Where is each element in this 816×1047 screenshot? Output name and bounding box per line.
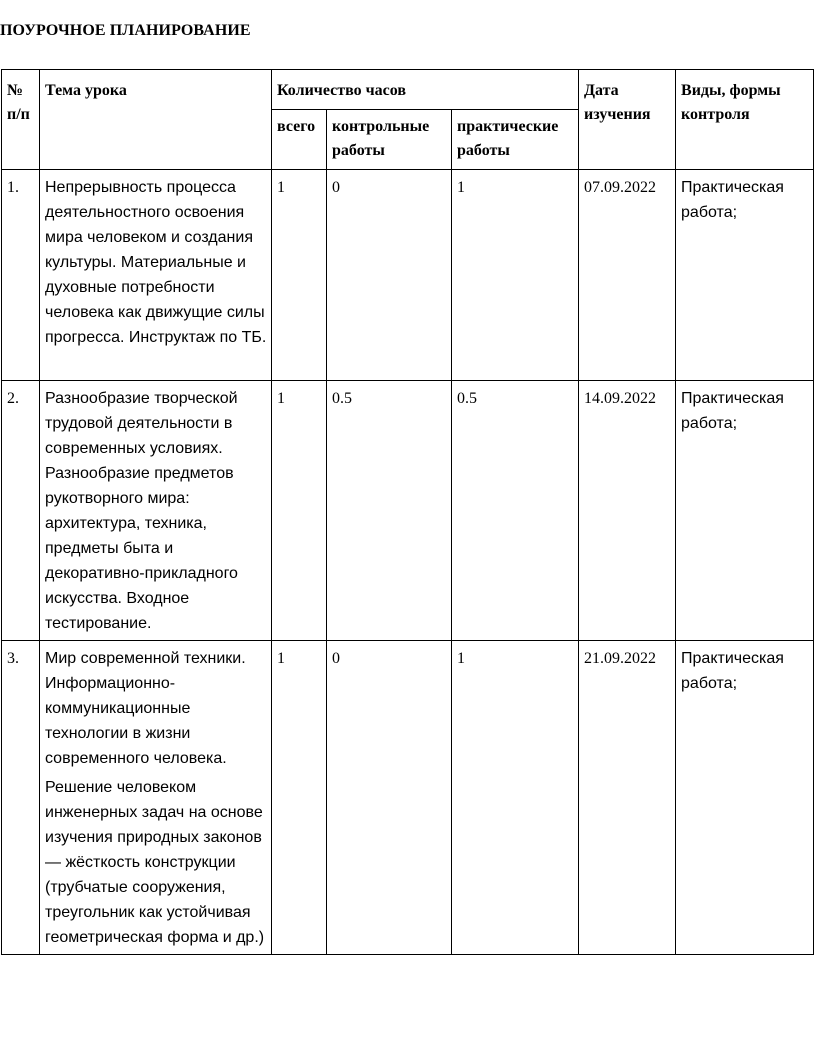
row-num: 3. [2, 641, 40, 955]
table-row [2, 381, 814, 641]
header-row [2, 70, 814, 110]
row-tests: 0 [327, 170, 452, 381]
row-total: 1 [272, 381, 327, 641]
row-date: 21.09.2022 [579, 641, 676, 955]
row-practical: 1 [452, 170, 579, 381]
header-num: № п/п [2, 70, 40, 170]
row-date: 14.09.2022 [579, 381, 676, 641]
header-date: Дата изучения [579, 70, 676, 170]
header-total: всего [272, 110, 327, 170]
row-topic-text: Разнообразие творческой трудовой деятельности в современных условиях. Разнообразие предметов рукотворного мира: архитектура, техника, предметы быта и декоративно-прикладного искусства. Входное тестирование. [45, 390, 238, 632]
row-topic-text: Непрерывность процесса деятельностного освоения мира человеком и создания культуры. Материальные и духовные потребности человека как движущие силы прогресса. Инструктаж по ТБ. [45, 179, 267, 346]
row-topic [40, 641, 272, 955]
row-topic-text: Мир современной техники. Информационно-коммуникационные технологии в жизни современного человека. [45, 650, 246, 767]
row-topic-text-2: Решение человеком инженерных задач на основе изучения природных законов — жёсткость конструкции (трубчатые сооружения, треугольник как устойчивая геометрическая форма и др.) [45, 779, 265, 946]
header-control: Виды, формы контроля [676, 70, 814, 170]
header-hours: Количество часов [272, 70, 579, 110]
row-total: 1 [272, 170, 327, 381]
row-num: 2. [2, 381, 40, 641]
row-tests: 0 [327, 641, 452, 955]
header-tests: контрольные работы [327, 110, 452, 170]
row-control: Практическая работа; [676, 170, 814, 381]
table-row [2, 170, 814, 381]
row-control: Практическая работа; [676, 381, 814, 641]
row-topic [40, 170, 272, 381]
row-date: 07.09.2022 [579, 170, 676, 381]
header-topic: Тема урока [40, 70, 272, 170]
row-practical: 0.5 [452, 381, 579, 641]
table-row [2, 641, 814, 955]
row-control: Практическая работа; [676, 641, 814, 955]
row-total: 1 [272, 641, 327, 955]
row-topic [40, 381, 272, 641]
row-practical: 1 [452, 641, 579, 955]
lesson-plan-table [1, 69, 814, 955]
row-num: 1. [2, 170, 40, 381]
row-tests: 0.5 [327, 381, 452, 641]
header-practical: практические работы [452, 110, 579, 170]
page-title: ПОУРОЧНОЕ ПЛАНИРОВАНИЕ [0, 22, 251, 39]
